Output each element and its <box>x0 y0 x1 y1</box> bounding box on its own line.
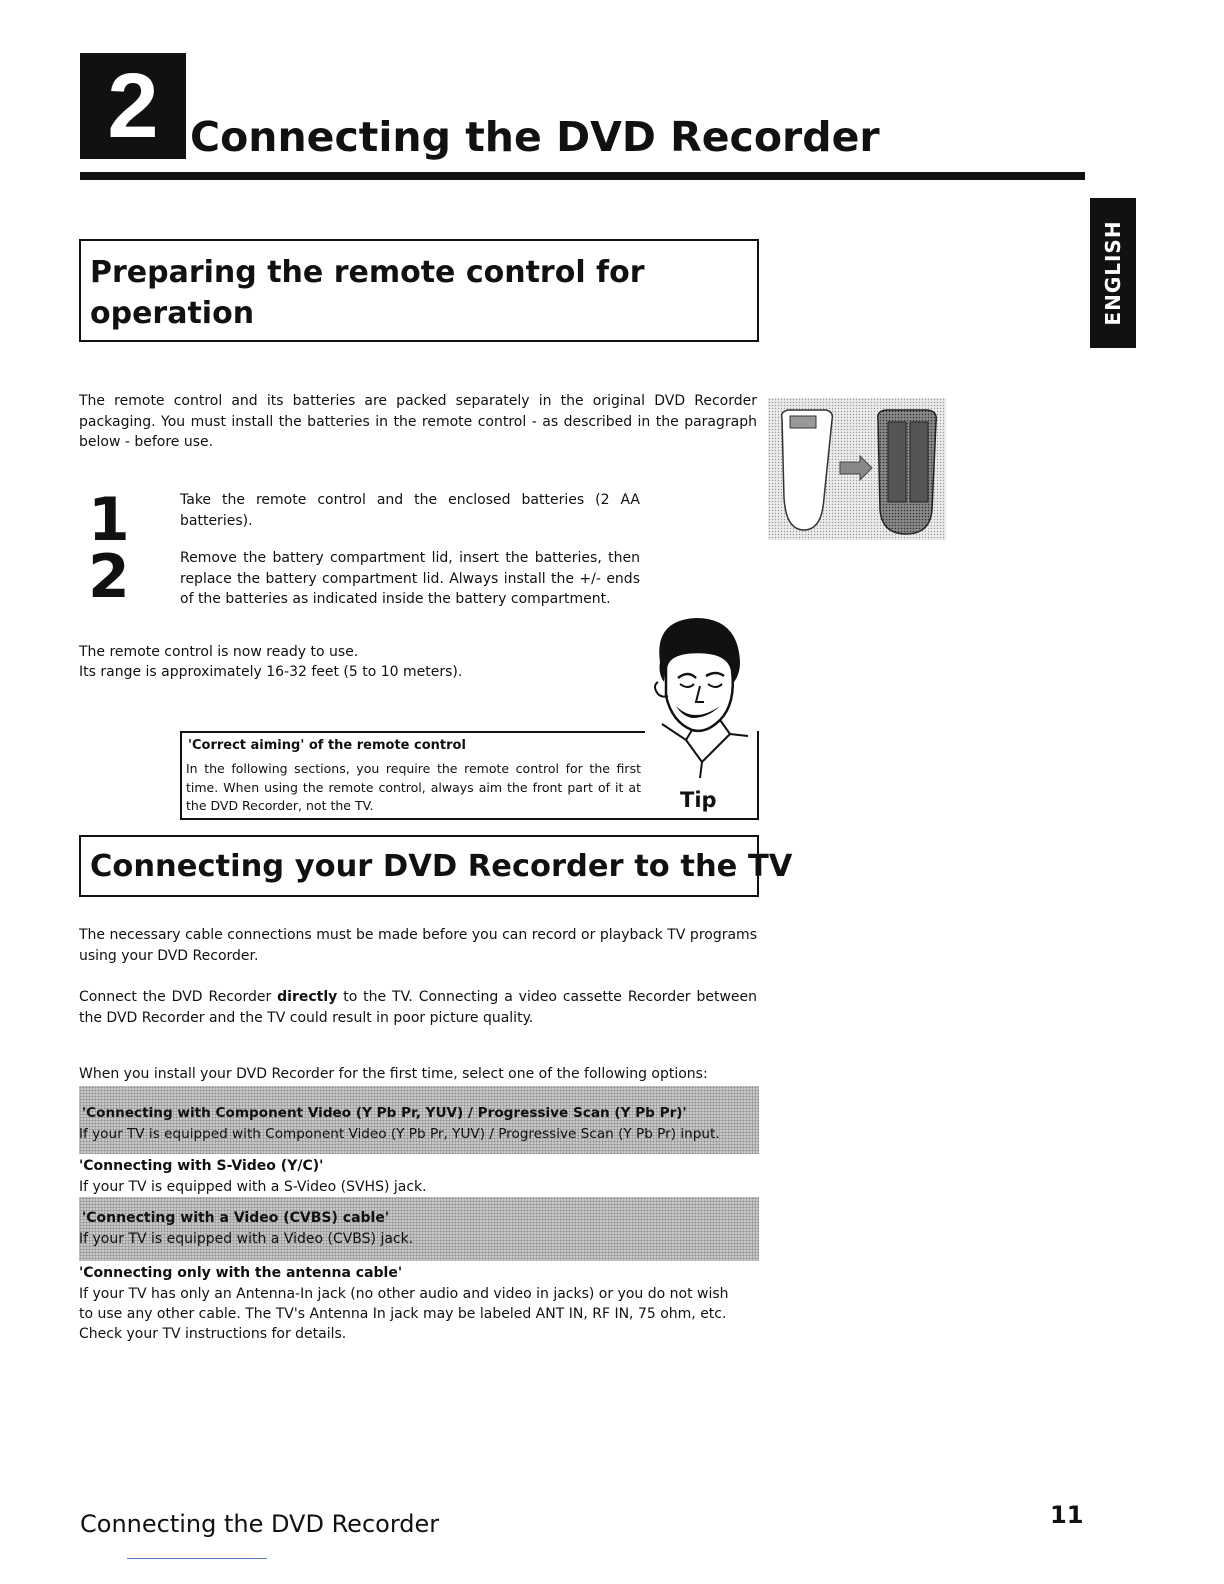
option-title-component[interactable]: 'Connecting with Component Video (Y Pb Pr, YUV) / Progressive Scan (Y Pb Pr)' <box>82 1105 687 1121</box>
options-intro: When you install your DVD Recorder for the first time, select one of the following options: <box>79 1066 708 1082</box>
option-desc-component: If your TV is equipped with Component Video (Y Pb Pr, YUV) / Progressive Scan (Y Pb Pr) input. <box>79 1126 720 1142</box>
option-desc-cvbs: If your TV is equipped with a Video (CVBS) jack. <box>79 1231 414 1247</box>
page-number: 11 <box>1050 1501 1084 1529</box>
footer-underline <box>127 1558 267 1559</box>
direct-emphasis: directly <box>277 989 338 1005</box>
direct-text-after: to the TV. Connecting a video cassette Recorder between the DVD Recorder and the TV could result in poor picture quality. <box>79 989 758 1026</box>
cable-paragraph: The necessary cable connections must be made before you can record or playback TV programs using your DVD Recorder. <box>79 927 757 964</box>
tip-title: 'Correct aiming' of the remote control <box>188 738 466 753</box>
tip-body: In the following sections, you require the remote control for the first time. When using the remote control, always aim the front part of it at the DVD Recorder, not the TV. <box>186 761 641 813</box>
chapter-title: Connecting the DVD Recorder <box>190 113 880 161</box>
range-text: Its range is approximately 16-32 feet (5 to 10 meters). <box>79 664 463 680</box>
chapter-divider <box>80 172 1085 180</box>
remote-battery-icon <box>768 398 946 540</box>
language-tab <box>1090 198 1136 348</box>
option-title-svideo[interactable]: 'Connecting with S-Video (Y/C)' <box>79 1158 324 1174</box>
chapter-number-box: 2 <box>80 53 186 159</box>
step-text-1: Take the remote control and the enclosed batteries (2 AA batteries). <box>180 492 640 529</box>
remote-battery-illustration <box>768 398 946 540</box>
step-number-2: 2 <box>88 542 130 612</box>
remote-intro-paragraph: The remote control and its batteries are packed separately in the original DVD Recorder packaging. You must install the batteries in the remote control - as described in the paragraph below - before use. <box>79 393 757 450</box>
section-title-tv: Connecting your DVD Recorder to the TV <box>90 849 793 884</box>
footer-chapter-title: Connecting the DVD Recorder <box>80 1510 440 1538</box>
tip-character-icon <box>636 612 760 780</box>
direct-connection-paragraph <box>79 987 757 1028</box>
option-desc-antenna: If your TV has only an Antenna-In jack (no other audio and video in jacks) or you do not wish to use any other cable. The TV's Antenna In jack may be labeled ANT IN, RF IN, 75 ohm, etc. Check your TV instructions for details. <box>79 1286 729 1342</box>
ready-text: The remote control is now ready to use. <box>79 644 359 660</box>
section-heading-remote <box>79 239 759 342</box>
language-tab-label: ENGLISH <box>1101 220 1125 326</box>
direct-text-before: Connect the DVD Recorder <box>79 989 278 1005</box>
option-desc-svideo: If your TV is equipped with a S-Video (SVHS) jack. <box>79 1179 427 1195</box>
section-title-remote: Preparing the remote control for operation <box>90 255 645 331</box>
step-number-1: 1 <box>88 485 130 555</box>
section-heading-tv <box>79 835 793 897</box>
option-title-antenna[interactable]: 'Connecting only with the antenna cable' <box>79 1265 403 1281</box>
step-text-2: Remove the battery compartment lid, insert the batteries, then replace the battery compartment lid. Always install the +/- ends of the batteries as indicated inside the battery compartment. <box>180 550 640 607</box>
option-title-cvbs[interactable]: 'Connecting with a Video (CVBS) cable' <box>82 1210 390 1226</box>
tip-box-top-border <box>180 731 645 733</box>
tip-label: Tip <box>680 788 717 812</box>
